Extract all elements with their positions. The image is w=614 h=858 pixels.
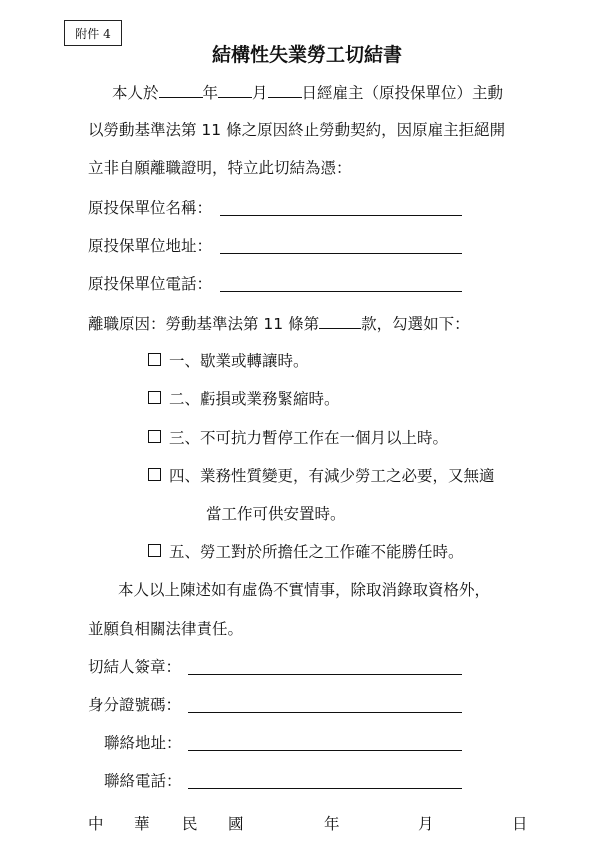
option-4-continuation: 當工作可供安置時。: [206, 505, 346, 523]
declaration-line-1: 本人以上陳述如有虛偽不實情事，除取消錄取資格外，: [118, 581, 491, 599]
year-blank[interactable]: [159, 83, 203, 98]
intro-line-1: [112, 83, 503, 102]
signer-line[interactable]: [188, 674, 462, 675]
contact-phone-label: 聯絡電話：: [104, 772, 182, 790]
checkbox-icon[interactable]: [148, 544, 161, 557]
attachment-badge: 附件 4: [64, 20, 122, 46]
option-2[interactable]: [148, 390, 340, 408]
clause-blank[interactable]: [319, 314, 361, 329]
intro-line-3: 立非自願離職證明，特立此切結為憑：: [88, 159, 352, 177]
day-label: 日經雇主（原投保單位）主動: [301, 84, 504, 102]
id-number-label: 身分證號碼：: [88, 696, 182, 714]
option-label: 三、不可抗力暫停工作在一個月以上時。: [169, 429, 449, 447]
date-day-label: 日: [512, 815, 528, 833]
option-label: 四、業務性質變更，有減少勞工之必要，又無適: [169, 467, 495, 485]
option-label: 五、勞工對於所擔任之工作確不能勝任時。: [169, 543, 464, 561]
declaration-line-2: 並願負相關法律責任。: [88, 620, 244, 638]
id-number-line[interactable]: [188, 712, 462, 713]
checkbox-icon[interactable]: [148, 391, 161, 404]
contact-address-label: 聯絡地址：: [104, 734, 182, 752]
intro-text: 本人於: [112, 84, 159, 102]
contact-phone-line[interactable]: [188, 788, 462, 789]
option-label: 二、虧損或業務緊縮時。: [169, 390, 340, 408]
reason-prefix: 離職原因：勞動基準法第 11 條第: [88, 315, 320, 333]
contact-address-line[interactable]: [188, 750, 462, 751]
employer-name-label: 原投保單位名稱：: [88, 199, 213, 217]
option-1[interactable]: [148, 352, 309, 370]
checkbox-icon[interactable]: [148, 430, 161, 443]
checkbox-icon[interactable]: [148, 468, 161, 481]
checkbox-icon[interactable]: [148, 353, 161, 366]
reason-line: [88, 314, 470, 333]
date-char-min: 民: [182, 815, 198, 833]
option-3[interactable]: [148, 429, 448, 447]
month-blank[interactable]: [218, 83, 252, 98]
date-char-hua: 華: [134, 815, 150, 833]
employer-address-label: 原投保單位地址：: [88, 237, 213, 255]
reason-suffix: 款，勾選如下：: [361, 315, 470, 333]
date-char-guo: 國: [228, 815, 244, 833]
intro-line-2: 以勞動基準法第 11 條之原因終止勞動契約，因原雇主拒絕開: [88, 121, 506, 139]
year-label: 年: [202, 84, 219, 102]
signer-label: 切結人簽章：: [88, 658, 182, 676]
document-title: 結構性失業勞工切結書: [211, 44, 402, 66]
day-blank[interactable]: [268, 83, 302, 98]
employer-address-line[interactable]: [220, 253, 462, 254]
employer-phone-line[interactable]: [220, 291, 462, 292]
option-label: 一、歇業或轉讓時。: [169, 352, 309, 370]
date-month-label: 月: [418, 815, 434, 833]
option-4[interactable]: [148, 467, 495, 485]
option-5[interactable]: [148, 543, 464, 561]
month-label: 月: [252, 84, 268, 102]
date-char-zhong: 中: [88, 815, 104, 833]
date-year-label: 年: [324, 815, 340, 833]
employer-name-line[interactable]: [220, 215, 462, 216]
employer-phone-label: 原投保單位電話：: [88, 275, 213, 293]
